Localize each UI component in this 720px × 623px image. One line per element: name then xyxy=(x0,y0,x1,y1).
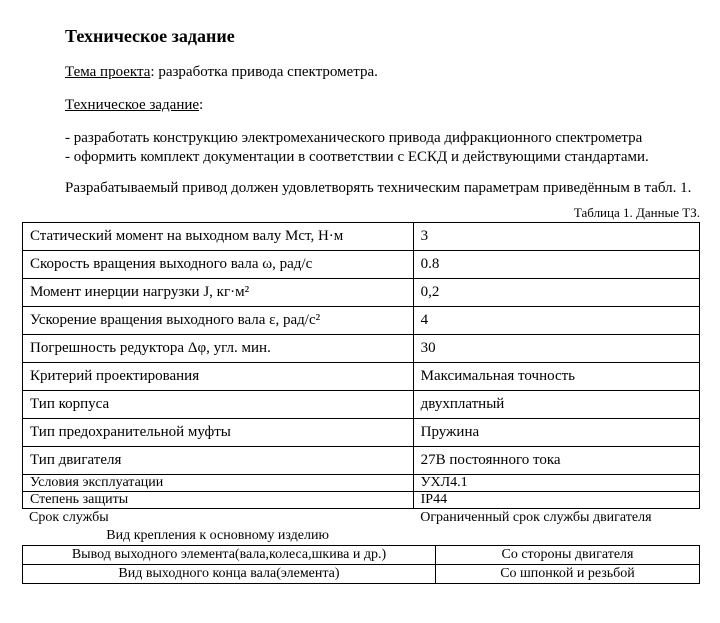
param-cell: Тип двигателя xyxy=(23,446,414,474)
param-cell: Погрешность редуктора Δφ, угл. мин. xyxy=(23,334,414,362)
spec-paragraph xyxy=(65,96,700,115)
param-cell: Степень защиты xyxy=(23,491,414,508)
value-cell: Пружина xyxy=(413,418,699,446)
table-row xyxy=(23,564,700,583)
value-cell: 30 xyxy=(413,334,699,362)
table-row xyxy=(23,278,700,306)
value-cell: двухплатный xyxy=(413,390,699,418)
table-row xyxy=(23,390,700,418)
table-row xyxy=(23,545,700,564)
table-caption: Таблица 1. Данные ТЗ. xyxy=(573,204,700,220)
table-row xyxy=(23,222,700,250)
param-cell: Ускорение вращения выходного вала ε, рад/с² xyxy=(23,306,414,334)
output-table xyxy=(22,545,700,584)
table-row xyxy=(23,306,700,334)
requirements-list xyxy=(65,129,700,168)
table-row xyxy=(23,446,700,474)
table-row xyxy=(23,418,700,446)
page-title: Техническое задание xyxy=(65,26,235,46)
spec-table xyxy=(22,222,700,509)
mounting-line: Вид крепления к основному изделию xyxy=(106,527,329,543)
param-cell: Срок службы xyxy=(29,509,109,525)
table-row xyxy=(23,334,700,362)
value-cell: Максимальная точность xyxy=(413,362,699,390)
service-life-row xyxy=(22,509,700,527)
value-cell: 4 xyxy=(413,306,699,334)
param-cell: Критерий проектирования xyxy=(23,362,414,390)
value-cell: Со стороны двигателя xyxy=(435,545,699,564)
value-cell: Ограниченный срок службы двигателя xyxy=(420,509,652,525)
value-cell: Со шпонкой и резьбой xyxy=(435,564,699,583)
param-cell: Статический момент на выходном валу Мст, Н·м xyxy=(23,222,414,250)
value-cell: 3 xyxy=(413,222,699,250)
spec-table-body xyxy=(23,222,700,508)
table-row xyxy=(23,474,700,491)
param-cell: Скорость вращения выходного вала ω, рад/с xyxy=(23,250,414,278)
param-cell: Тип корпуса xyxy=(23,390,414,418)
param-cell: Условия эксплуатации xyxy=(23,474,414,491)
value-cell: 27В постоянного тока xyxy=(413,446,699,474)
requirement-item: - разработать конструкцию электромеханического привода дифракционного спектрометра xyxy=(65,129,643,146)
param-cell: Вид выходного конца вала(элемента) xyxy=(23,564,436,583)
spec-label: Техническое задание xyxy=(65,96,200,113)
output-table-body xyxy=(23,545,700,583)
topic-label: Тема проекта xyxy=(65,64,151,80)
value-cell: IP44 xyxy=(413,491,699,508)
intro-paragraph: Разрабатываемый привод должен удовлетворять техническим параметрам приведённым в табл. 1. xyxy=(65,179,692,196)
topic-text: : разработка привода спектрометра. xyxy=(150,64,378,80)
table-row xyxy=(23,250,700,278)
value-cell: 0,2 xyxy=(413,278,699,306)
requirement-item: - оформить комплект документации в соответствии с ЕСКД и действующими стандартами. xyxy=(65,149,649,165)
param-cell: Вывод выходного элемента(вала,колеса,шкива и др.) xyxy=(23,545,436,564)
param-cell: Момент инерции нагрузки J, кг·м² xyxy=(23,278,414,306)
param-cell: Тип предохранительной муфты xyxy=(23,418,414,446)
spec-text: : xyxy=(199,96,204,113)
table-row xyxy=(23,491,700,508)
table-row xyxy=(23,362,700,390)
topic-paragraph xyxy=(65,63,700,82)
value-cell: 0.8 xyxy=(413,250,699,278)
value-cell: УХЛ4.1 xyxy=(413,474,699,491)
